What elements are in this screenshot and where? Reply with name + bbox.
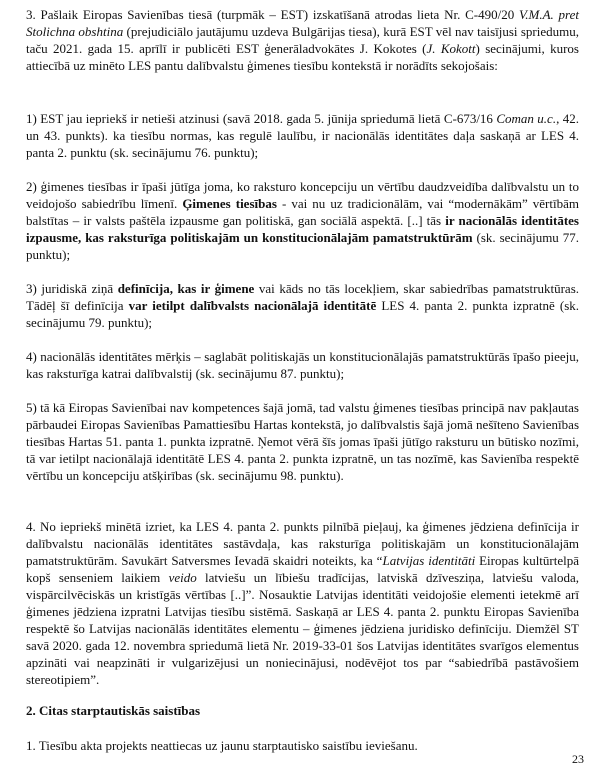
case-reference: Coman u.c. xyxy=(496,111,557,126)
section-2-paragraph-1: 1. Tiesību akta projekts neattiecas uz jaunu starptautisko saistību ieviešanu. xyxy=(26,738,418,753)
author-name: J. Kokott xyxy=(426,41,476,56)
case-name: V.M.A. pret Stolichna obshtina xyxy=(26,7,579,39)
list-item-1: 1) EST jau iepriekš ir netieši atzinusi (savā 2018. gada 5. jūnija spriedumā lietā C-673/16 Coman u.c., 42. un 43. punkts). ka tiesību normas, kas regulē laulību, ir nacionālās identitātes daļa saskaņā ar LES 4. panta 2. punktu (sk. secinājumu 76. punktu); xyxy=(26,111,579,160)
list-item-5: 5) tā kā Eiropas Savienībai nav kompetences šajā jomā, tad valstu ģimenes tiesības principā nav pakļautas pārbaudei Eiropas Savienības Pamattiesību Hartas kontekstā, jo dalībvalstis šajā jomā nešīteno Savienības tiesības Hartas 51. panta 1. punkta izpratnē. Ņemot vērā šīs jomas īpaši jūtīgo raksturu un būtisko nozīmi, tā var ietilpt nacionālajā identitātē LES 4. panta 2. punkta izpratnē, un tas nozīmē, kas Savienība respektē vērtību un koncepciju atšķirības (sk. secinājumu 98. punktu). xyxy=(26,400,579,483)
paragraph-3: 3. Pašlaik Eiropas Savienības tiesā (turpmāk – EST) izskatīšanā atrodas lieta Nr. C-490/20 V.M.A. pret Stolichna obshtina (prejudiciālo jautājumu uzdeva Bulgārijas tiesa), kurā EST vēl nav taisījusi spriedumu, taču 2021. gada 15. aprīlī ir publicēti EST ģenerāladvokātes J. Kokotes (J. Kokott) secinājumi, kuros attiecībā uz minēto LES pantu dalībvalstu ģimenes tiesību kontekstā ir norādīts sekojošais: xyxy=(26,7,579,73)
list-item-3: 3) juridiskā ziņā definīcija, kas ir ģimene vai kāds no tās locekļiem, skar sabiedrības pamatstruktūras. Tādēļ šī definīcija var ietilpt dalībvalsts nacionālajā identitātē LES 4. panta 2. punkta izpratnē (sk. secinājumu 79. punktu); xyxy=(26,281,580,330)
paragraph-4: 4. No iepriekš minētā izriet, ka LES 4. panta 2. punkts pilnībā pieļauj, ka ģimenes jēdziena definīcija ir dalībvalstu nacionālās identitātes sastāvdaļa, kas raksturīga politiskajām un konstitucionālajām pamatstruktūrām. Savukārt Satversmes Ievadā skaidri noteikts, ka “Latvijas identitāti Eiropas kultūrtelpā kopš senseniem laikiem veido latviešu un lībiešu tradīcijas, latviskā dzīvesziņa, latviešu valoda, vispārcilvēciskās un kristīgās vērtības [..]”. Nosauktie Latvijas identitāti veidojošie elementi ietekmē arī ģimenes jēdziena izpratni Latvijas tiesību sistēmā. Saskaņā ar LES 4. panta 2. punktu Eiropas Savienība respektē šo Latvijas nacionālās identitātes elementu – ģimenes jēdziena juridisko definīciju. Diemžēl ST savā 2020. gada 12. novembra spriedumā lietā Nr. 2019-33-01 šos Latvijas identitātes svarīgos elementus apzināti vai neapzināti ir vulgarizējusi un noniecinājusi, nodēvējot tos par “sabiedrībā pastāvošiem stereotipiem”. xyxy=(26,519,580,687)
list-item-2: 2) ģimenes tiesības ir īpaši jūtīga joma, ko raksturo koncepciju un vērtību daudzveidība dalībvalstu un to veidojošo sabiedrību līmenī. Ģimenes tiesības - vai nu uz tradicionālām, vai “modernākām” vērtībām balstītas – ir valsts paštēla izpausme gan politiskā, gan sociālā aspektā. [..] tās ir nacionālās identitātes izpausme, kas raksturīga politiskajām un konstitucionālajām pamatstruktūrām (sk. secinājumu 77. punktu); xyxy=(26,179,580,262)
section-2-heading: 2. Citas starptautiskās saistības xyxy=(26,703,201,718)
page-number: 23 xyxy=(572,752,584,766)
list-item-4: 4) nacionālās identitātes mērķis – saglabāt politiskajās un konstitucionālajās pamatstruktūrās īpašo pieeju, kas raksturīga katrai dalībvalstij (sk. secinājumu 87. punktu); xyxy=(26,349,579,381)
